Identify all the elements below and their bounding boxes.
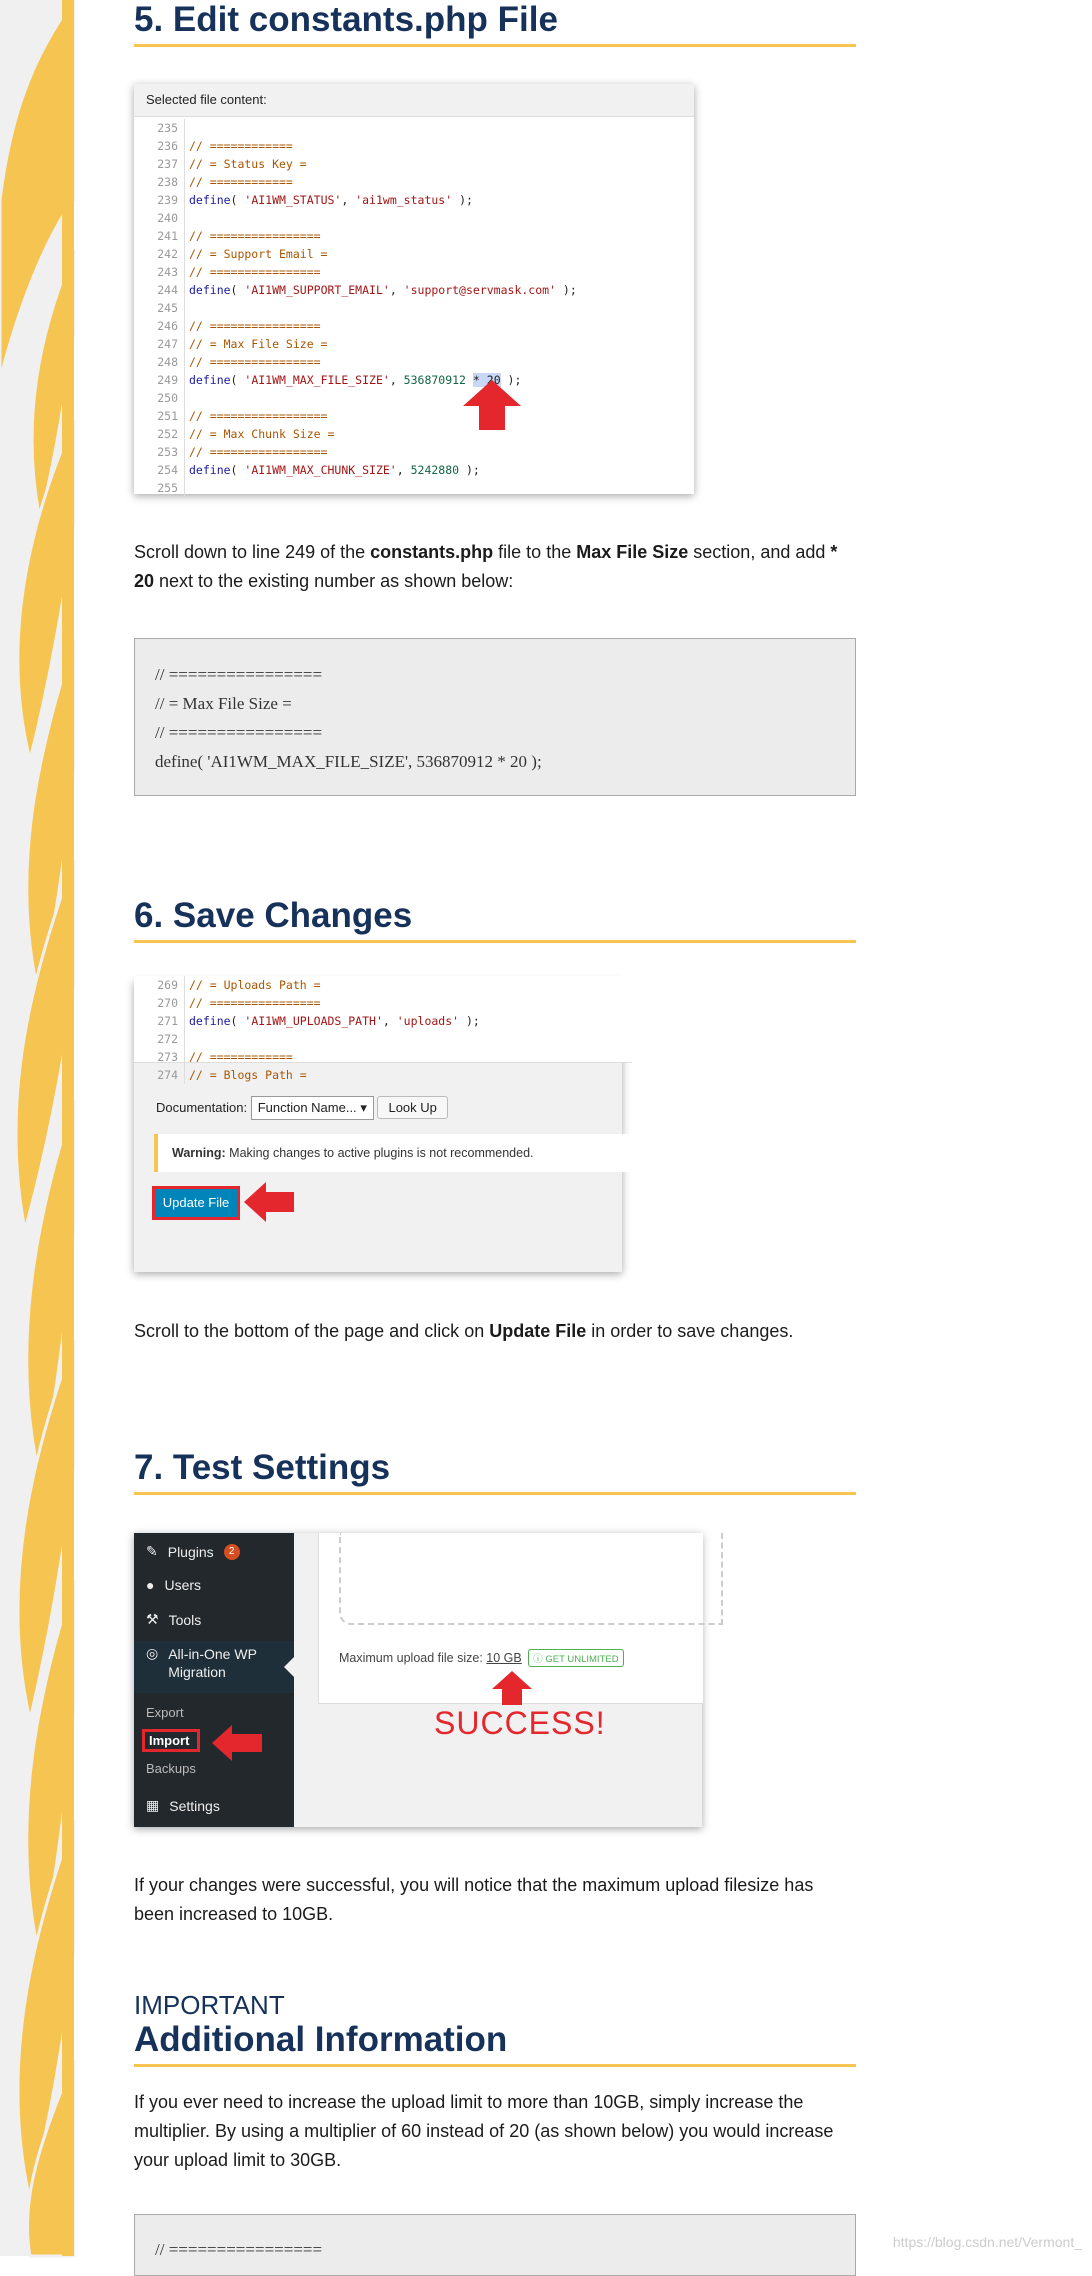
- line-number: 245: [144, 299, 185, 317]
- code-token: // ================: [189, 319, 321, 333]
- code-token: 'AI1WM_MAX_FILE_SIZE': [244, 373, 390, 387]
- code-token: define: [189, 1014, 231, 1028]
- upload-size-value: 10 GB: [486, 1651, 522, 1665]
- decorative-side-band: [0, 0, 74, 2256]
- code-block-multiplier: [134, 2214, 856, 2276]
- code-token: );: [459, 463, 480, 477]
- code-token: ,: [382, 1014, 397, 1028]
- code-line: [144, 155, 694, 173]
- code-token: * 20: [472, 373, 501, 387]
- line-number: 272: [144, 1030, 185, 1048]
- code-line: // = Max File Size =: [155, 694, 292, 713]
- submenu-export[interactable]: Export: [146, 1705, 184, 1720]
- code-token: 'AI1WM_MAX_CHUNK_SIZE': [244, 463, 397, 477]
- section-heading-additional-information: Additional Information: [134, 2020, 856, 2067]
- code-line: [144, 479, 694, 497]
- line-number: 254: [144, 461, 185, 479]
- line-number: 270: [144, 994, 185, 1012]
- code-block-max-file-size: [134, 638, 856, 796]
- line-number: 238: [144, 173, 185, 191]
- code-token: 'ai1wm_status': [355, 193, 453, 207]
- success-label: SUCCESS!: [434, 1705, 606, 1741]
- line-number: 244: [144, 281, 185, 299]
- line-number: 251: [144, 407, 185, 425]
- settings-icon: ▦: [146, 1797, 160, 1813]
- code-line: // ================: [155, 723, 323, 742]
- code-token: ,: [389, 283, 404, 297]
- code-token: 536870912: [403, 373, 466, 387]
- get-unlimited-button[interactable]: ⓘ GET UNLIMITED: [528, 1649, 623, 1667]
- info-icon: ⓘ: [533, 1654, 543, 1665]
- code-line: [144, 137, 694, 155]
- drop-zone[interactable]: [339, 1533, 723, 1625]
- code-token: // ============: [189, 1050, 293, 1064]
- code-line: [144, 227, 694, 245]
- code-token: );: [459, 1014, 480, 1028]
- code-line: [144, 353, 694, 371]
- code-token: // = Status Key =: [189, 157, 307, 171]
- code-token: );: [500, 373, 522, 387]
- code-token: // = Max File Size =: [189, 337, 328, 351]
- import-screenshot: [134, 1533, 702, 1827]
- section-heading-save-changes: 6. Save Changes: [134, 896, 856, 943]
- line-number: 247: [144, 335, 185, 353]
- code-line: [144, 281, 694, 299]
- code-line: [144, 317, 694, 335]
- code-token: // ============: [189, 175, 293, 189]
- code-token: 5242880: [410, 463, 460, 477]
- watermark: https://blog.csdn.net/Vermont_: [892, 2234, 1082, 2250]
- line-number: 239: [144, 191, 185, 209]
- menu-item-tools[interactable]: ⚒ Tools: [146, 1611, 202, 1628]
- code-line: [144, 461, 694, 479]
- update-file-button[interactable]: Update File: [152, 1186, 240, 1220]
- update-file-screenshot: [134, 980, 622, 1272]
- line-number: 242: [144, 245, 185, 263]
- warning-notice: Warning: Making changes to active plugins is not recommended.: [154, 1134, 640, 1172]
- code-token: // = Support Email =: [189, 247, 328, 261]
- code-token: (: [230, 1014, 245, 1028]
- code-line: [144, 994, 632, 1012]
- line-number: 249: [144, 371, 185, 389]
- code-token: // ================: [189, 355, 321, 369]
- code-line: [144, 425, 694, 443]
- section-heading-edit-constants: 5. Edit constants.php File: [134, 0, 856, 47]
- documentation-label: Documentation:: [156, 1100, 248, 1115]
- code-token: );: [556, 283, 577, 297]
- line-number: 255: [144, 479, 185, 497]
- submenu-backups[interactable]: Backups: [146, 1761, 196, 1776]
- code-line: [144, 119, 694, 137]
- code-token: define: [189, 463, 231, 477]
- paragraph-test-result: If your changes were successful, you will notice that the maximum upload filesize has been increased to 10GB.: [134, 1875, 814, 1924]
- paragraph-additional: If you ever need to increase the upload limit to more than 10GB, simply increase the multiplier. By using a multiplier of 60 instead of 20 (as shown below) you would increase your upload limit to 30GB.: [134, 2092, 834, 2170]
- code-token: // =================: [189, 445, 328, 459]
- code-line: [144, 443, 694, 461]
- admin-sidebar: [134, 1533, 294, 1827]
- code-token: // =================: [189, 409, 328, 423]
- important-eyebrow: IMPORTANT: [134, 1990, 285, 2020]
- line-number: 252: [144, 425, 185, 443]
- code-token: // = Uploads Path =: [189, 978, 321, 992]
- up-arrow-icon: [492, 1671, 532, 1705]
- code-line: define( 'AI1WM_MAX_FILE_SIZE', 536870912 * 20 );: [155, 752, 542, 771]
- look-up-button[interactable]: Look Up: [377, 1096, 447, 1119]
- paragraph-edit-instructions: Scroll down to line 249 of the constants.php file to the Max File Size section, and add * 20 next to the existing number as shown below:: [134, 542, 838, 591]
- menu-item-users[interactable]: ● Users: [146, 1577, 202, 1593]
- code-listing: [134, 976, 632, 1082]
- submenu-import[interactable]: Import: [142, 1729, 200, 1752]
- code-token: (: [230, 373, 245, 387]
- code-token: 'uploads': [396, 1014, 460, 1028]
- code-token: // = Blogs Path =: [189, 1068, 307, 1082]
- line-number: 240: [144, 209, 185, 227]
- migration-icon: ◎: [146, 1645, 159, 1661]
- code-token: ,: [341, 193, 356, 207]
- line-number: 250: [144, 389, 185, 407]
- upload-size-line: Maximum upload file size: 10 GB ⓘ GET UNLIMITED: [339, 1649, 624, 1667]
- code-token: define: [189, 283, 231, 297]
- line-number: 237: [144, 155, 185, 173]
- line-number: 236: [144, 137, 185, 155]
- line-number: 248: [144, 353, 185, 371]
- menu-item-ai1wm[interactable]: ◎ All-in-One WP Migration: [146, 1645, 257, 1680]
- code-token: // = Max Chunk Size =: [189, 427, 335, 441]
- line-number: 273: [144, 1048, 185, 1066]
- code-token: (: [230, 463, 245, 477]
- left-arrow-icon: [212, 1725, 262, 1761]
- line-number: 271: [144, 1012, 185, 1030]
- code-token: );: [452, 193, 473, 207]
- code-token: define: [189, 373, 231, 387]
- menu-item-plugins[interactable]: ✎ Plugins 2: [146, 1543, 240, 1560]
- code-token: // ================: [189, 265, 321, 279]
- documentation-row: [156, 1096, 448, 1120]
- code-token: 'AI1WM_STATUS': [244, 193, 342, 207]
- line-number: 246: [144, 317, 185, 335]
- line-number: 235: [144, 119, 185, 137]
- plug-icon: ✎: [146, 1543, 158, 1559]
- code-line: [144, 263, 694, 281]
- code-token: // ================: [189, 996, 321, 1010]
- function-name-select[interactable]: Function Name... ▾: [251, 1096, 374, 1120]
- code-line: [144, 1048, 632, 1066]
- code-line: [144, 976, 632, 994]
- code-token: // ============: [189, 139, 293, 153]
- code-token: (: [230, 283, 245, 297]
- code-token: (: [230, 193, 245, 207]
- file-content-screenshot: [134, 84, 694, 494]
- menu-item-settings[interactable]: ▦ Settings: [146, 1797, 220, 1814]
- line-number: 253: [144, 443, 185, 461]
- code-token: 'support@servmask.com': [403, 283, 556, 297]
- code-line: // ================: [155, 665, 323, 684]
- code-line: [144, 389, 694, 407]
- line-number: 243: [144, 263, 185, 281]
- line-number: 274: [144, 1066, 185, 1084]
- user-icon: ●: [146, 1577, 155, 1593]
- code-line: [144, 1012, 632, 1030]
- code-line: [144, 173, 694, 191]
- code-line: [144, 209, 694, 227]
- wrench-icon: ⚒: [146, 1611, 159, 1627]
- code-line: [144, 191, 694, 209]
- code-token: 'AI1WM_UPLOADS_PATH': [244, 1014, 383, 1028]
- code-line: [144, 299, 694, 317]
- code-listing: [134, 117, 694, 497]
- code-line: // ================: [155, 2240, 323, 2259]
- code-line: [144, 371, 694, 389]
- section-heading-test-settings: 7. Test Settings: [134, 1448, 856, 1495]
- chevron-down-icon: ▾: [360, 1100, 367, 1115]
- paragraph-save-instructions: Scroll to the bottom of the page and click on Update File in order to save changes.: [134, 1321, 794, 1341]
- code-line: [144, 1030, 632, 1048]
- code-line: [144, 335, 694, 353]
- left-arrow-icon: [244, 1182, 294, 1222]
- code-line: [144, 1066, 632, 1084]
- plugins-update-badge: 2: [224, 1544, 240, 1560]
- code-token: define: [189, 193, 231, 207]
- code-token: 'AI1WM_SUPPORT_EMAIL': [244, 283, 390, 297]
- code-token: ,: [389, 373, 404, 387]
- code-line: [144, 407, 694, 425]
- code-line: [144, 245, 694, 263]
- file-content-title: Selected file content:: [134, 84, 694, 117]
- line-number: 241: [144, 227, 185, 245]
- up-arrow-icon: [463, 380, 521, 430]
- code-token: ,: [396, 463, 411, 477]
- code-token: // ================: [189, 229, 321, 243]
- line-number: 269: [144, 976, 185, 994]
